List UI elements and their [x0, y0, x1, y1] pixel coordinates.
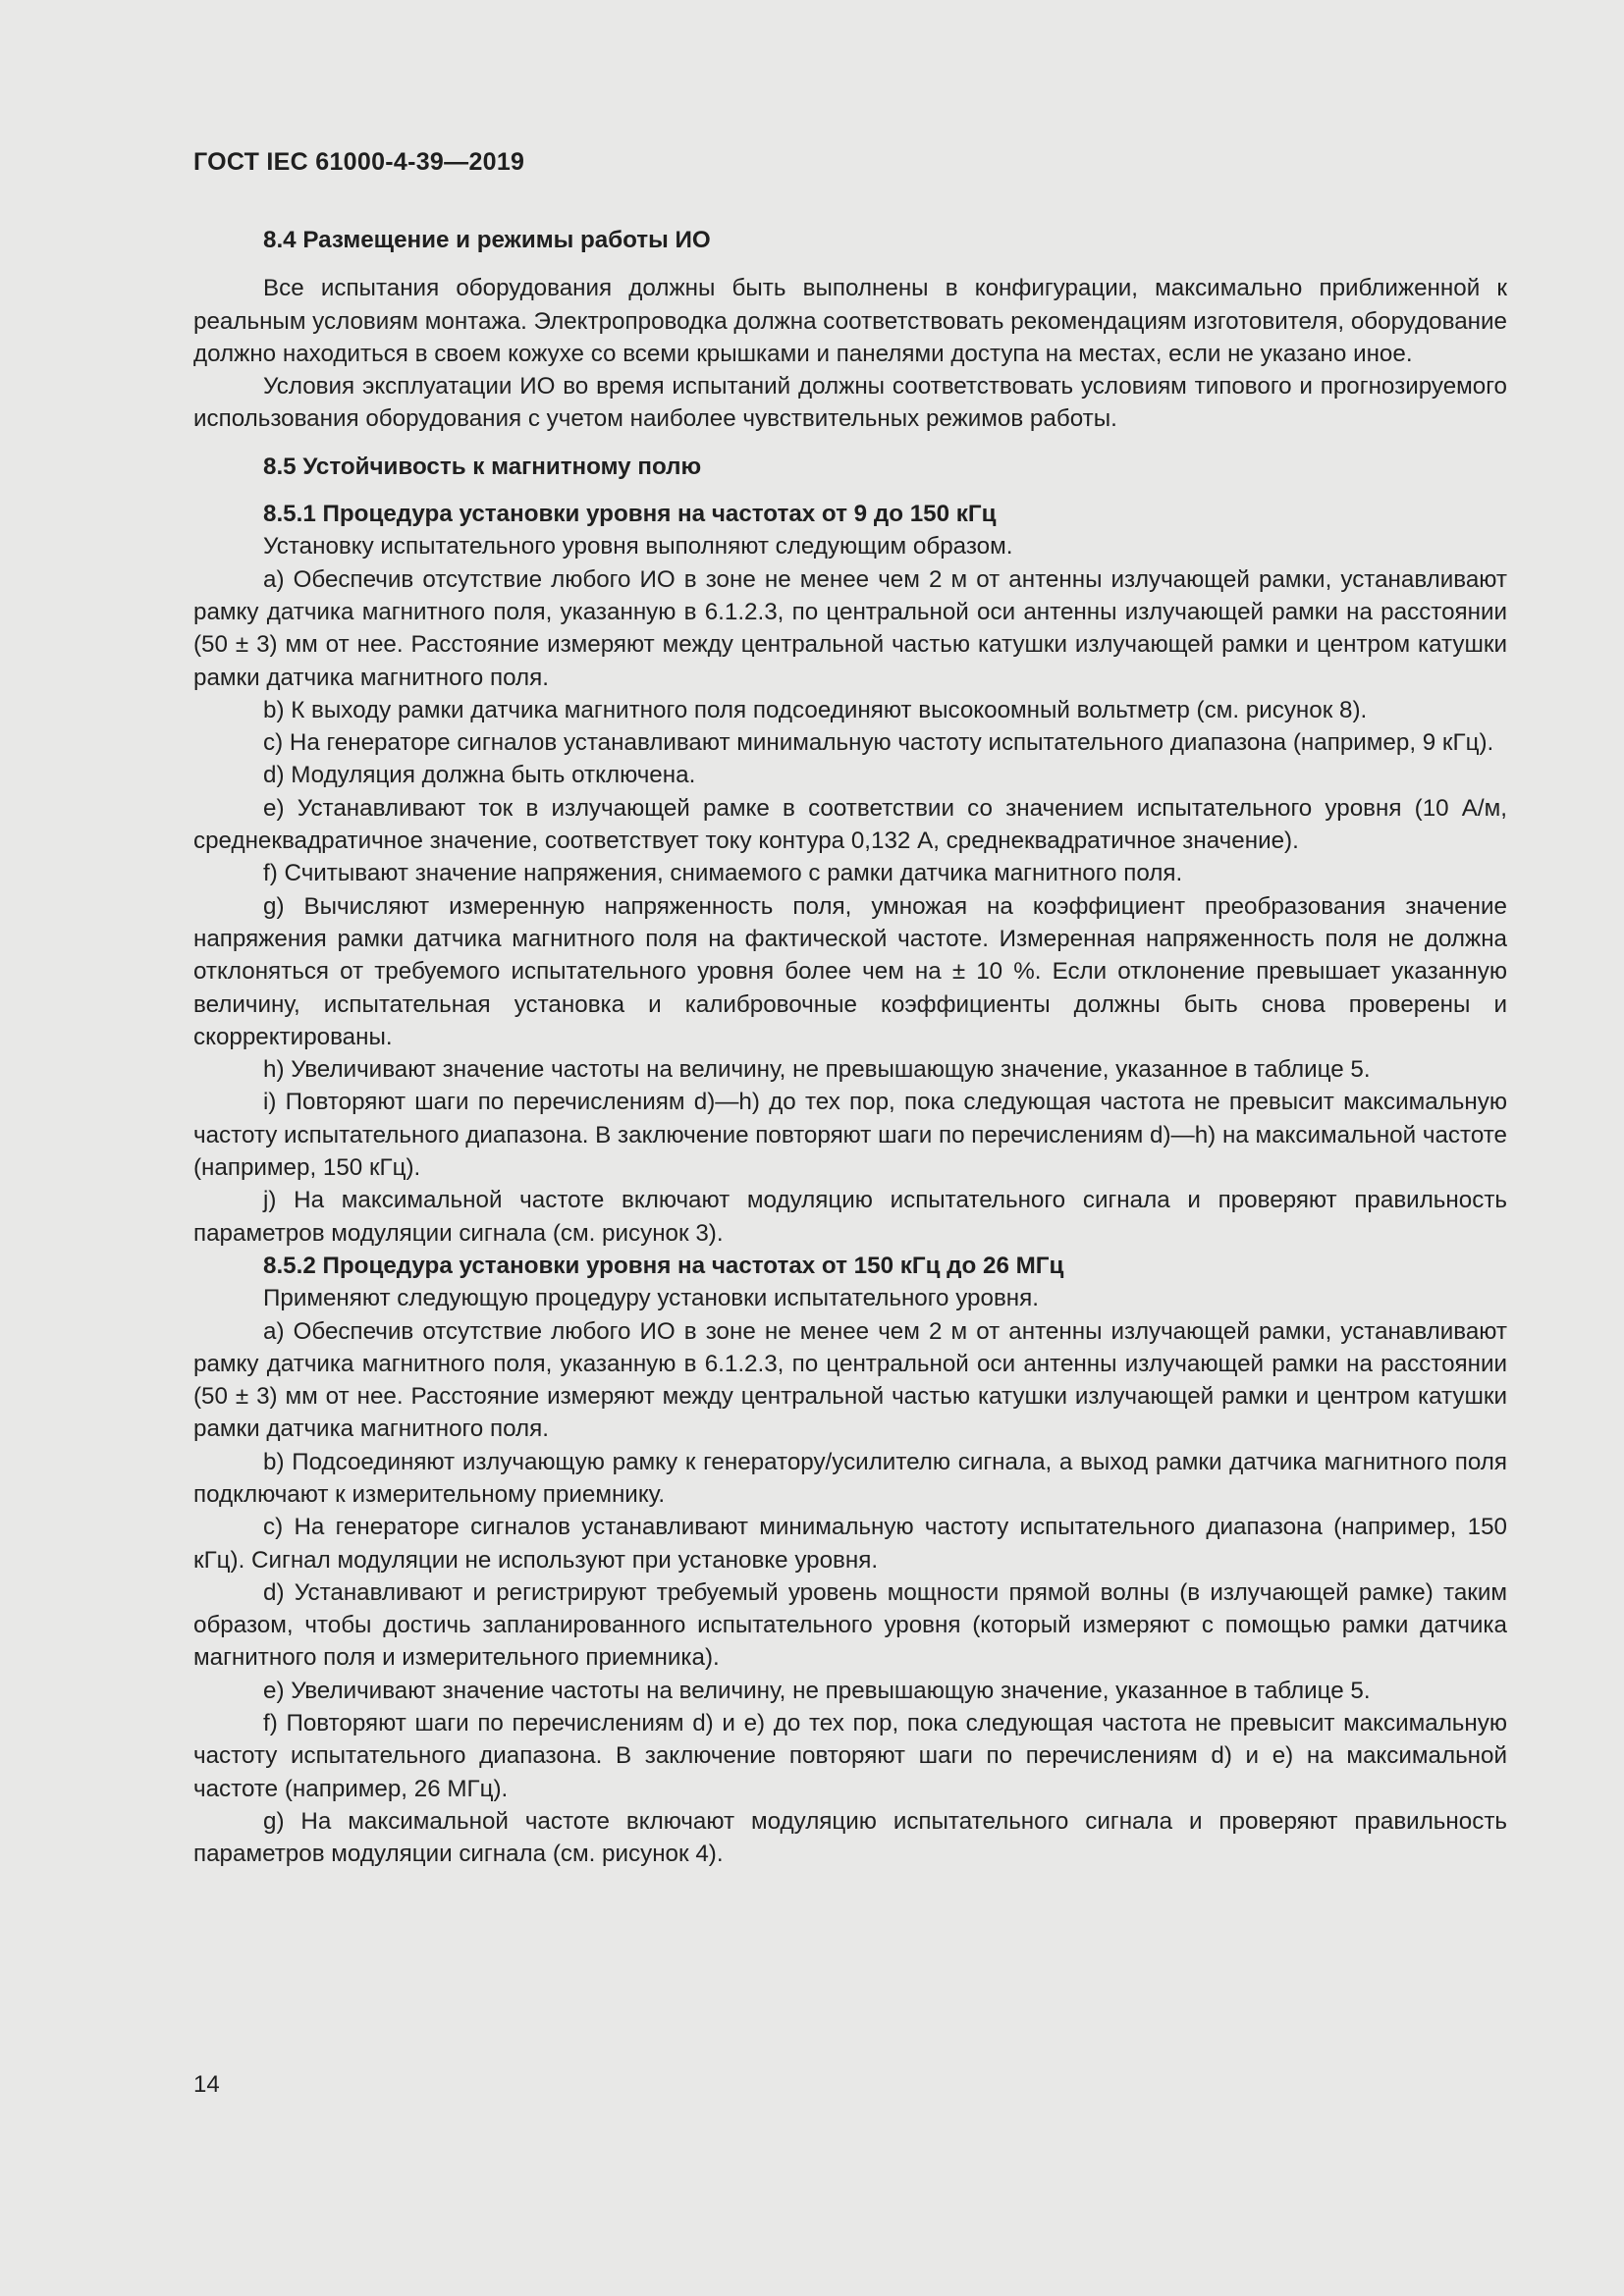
- list-item-g: g) Вычисляют измеренную напряженность поля, умножая на коэффициент преобразования значение напряжения рамки датчика магнитного поля на фактической частоте. Измеренная напряженность поля не должна отклоняться от требуемого испытательного уровня более чем на ± 10 %. Если отклонение превышает указанную величину, испытательная установка и калибровочные коэффициенты должны быть снова проверены и скорректированы.: [193, 892, 1507, 1050]
- paragraph: Условия эксплуатации ИО во время испытаний должны соответствовать условиям типового и прогнозируемого использования оборудования с учетом наиболее чувствительных режимов работы.: [193, 373, 1507, 433]
- section-heading-8-4: 8.4 Размещение и режимы работы ИО: [263, 227, 711, 253]
- list-item-d: d) Устанавливают и регистрируют требуемый уровень мощности прямой волны (в излучающей рамке) таким образом, чтобы достичь запланированного испытательного уровня (который измеряют с помощью рамки датчика магнитного поля и измерительного приемника).: [193, 1578, 1507, 1672]
- list-item-g: g) На максимальной частоте включают модуляцию испытательного сигнала и проверяют правильность параметров модуляции сигнала (см. рисунок 4).: [193, 1807, 1507, 1868]
- list-item-c: c) На генераторе сигналов устанавливают минимальную частоту испытательного диапазона (например, 150 кГц). Сигнал модуляции не используют при установке уровня.: [193, 1514, 1507, 1574]
- list-item-f: f) Повторяют шаги по перечислениям d) и e) до тех пор, пока следующая частота не превысит максимальную частоту испытательного диапазона. В заключение повторяют шаги по перечислениям d) и e) на максимальной частоте (например, 26 МГц).: [193, 1710, 1507, 1802]
- list-item-b: b) К выходу рамки датчика магнитного поля подсоединяют высокоомный вольтметр (см. рисунок 8).: [263, 696, 1368, 723]
- paragraph: Установку испытательного уровня выполняют следующим образом.: [263, 533, 1013, 561]
- list-item-f: f) Считывают значение напряжения, снимаемого с рамки датчика магнитного поля.: [263, 860, 1183, 887]
- list-item-c: c) На генераторе сигналов устанавливают минимальную частоту испытательного диапазона (например, 9 кГц).: [263, 729, 1494, 757]
- list-item-e: e) Увеличивают значение частоты на величину, не превышающую значение, указанное в таблице 5.: [263, 1677, 1371, 1704]
- paragraph: Применяют следующую процедуру установки испытательного уровня.: [263, 1285, 1039, 1312]
- section-heading-8-5: 8.5 Устойчивость к магнитному полю: [263, 453, 702, 480]
- paragraph: Все испытания оборудования должны быть выполнены в конфигурации, максимально приближенной к реальным условиям монтажа. Электропроводка должна соответствовать рекомендациям изготовителя, оборудование должно находиться в своем кожухе со всеми крышками и панелями доступа на местах, если не указано иное.: [193, 275, 1507, 367]
- list-item-h: h) Увеличивают значение частоты на величину, не превышающую значение, указанное в таблице 5.: [263, 1056, 1371, 1084]
- list-item-b: b) Подсоединяют излучающую рамку к генератору/усилителю сигнала, а выход рамки датчика магнитного поля подключают к измерительному приемнику.: [193, 1448, 1507, 1508]
- page-number: 14: [193, 2071, 220, 2098]
- list-item-a: a) Обеспечив отсутствие любого ИО в зоне не менее чем 2 м от антенны излучающей рамки, устанавливают рамку датчика магнитного поля, указанную в 6.1.2.3, по центральной оси антенны излучающей рамки на расстоянии (50 ± 3) мм от нее. Расстояние измеряют между центральной частью катушки излучающей рамки и центром катушки рамки датчика магнитного поля.: [193, 1317, 1507, 1443]
- list-item-a: a) Обеспечив отсутствие любого ИО в зоне не менее чем 2 м от антенны излучающей рамки, устанавливают рамку датчика магнитного поля, указанную в 6.1.2.3, по центральной оси антенны излучающей рамки на расстоянии (50 ± 3) мм от нее. Расстояние измеряют между центральной частью катушки излучающей рамки и центром катушки рамки датчика магнитного поля.: [193, 565, 1507, 691]
- list-item-e: e) Устанавливают ток в излучающей рамке в соответствии со значением испытательного уровня (10 А/м, среднеквадратичное значение, соответствует току контура 0,132 А, среднеквадратичное значение).: [193, 794, 1507, 855]
- section-heading-8-5-2: 8.5.2 Процедура установки уровня на частотах от 150 кГц до 26 МГц: [263, 1252, 1064, 1279]
- document-body: [193, 224, 1507, 1871]
- list-item-j: j) На максимальной частоте включают модуляцию испытательного сигнала и проверяют правильность параметров модуляции сигнала (см. рисунок 3).: [193, 1187, 1507, 1247]
- section-heading-8-5-1: 8.5.1 Процедура установки уровня на частотах от 9 до 150 кГц: [263, 501, 997, 528]
- list-item-i: i) Повторяют шаги по перечислениям d)—h) до тех пор, пока следующая частота не превысит максимальную частоту испытательного диапазона. В заключение повторяют шаги по перечислениям d)—h) на максимальной частоте (например, 150 кГц).: [193, 1089, 1507, 1182]
- list-item-d: d) Модуляция должна быть отключена.: [263, 762, 696, 789]
- standard-header: ГОСТ IEC 61000-4-39—2019: [193, 148, 525, 176]
